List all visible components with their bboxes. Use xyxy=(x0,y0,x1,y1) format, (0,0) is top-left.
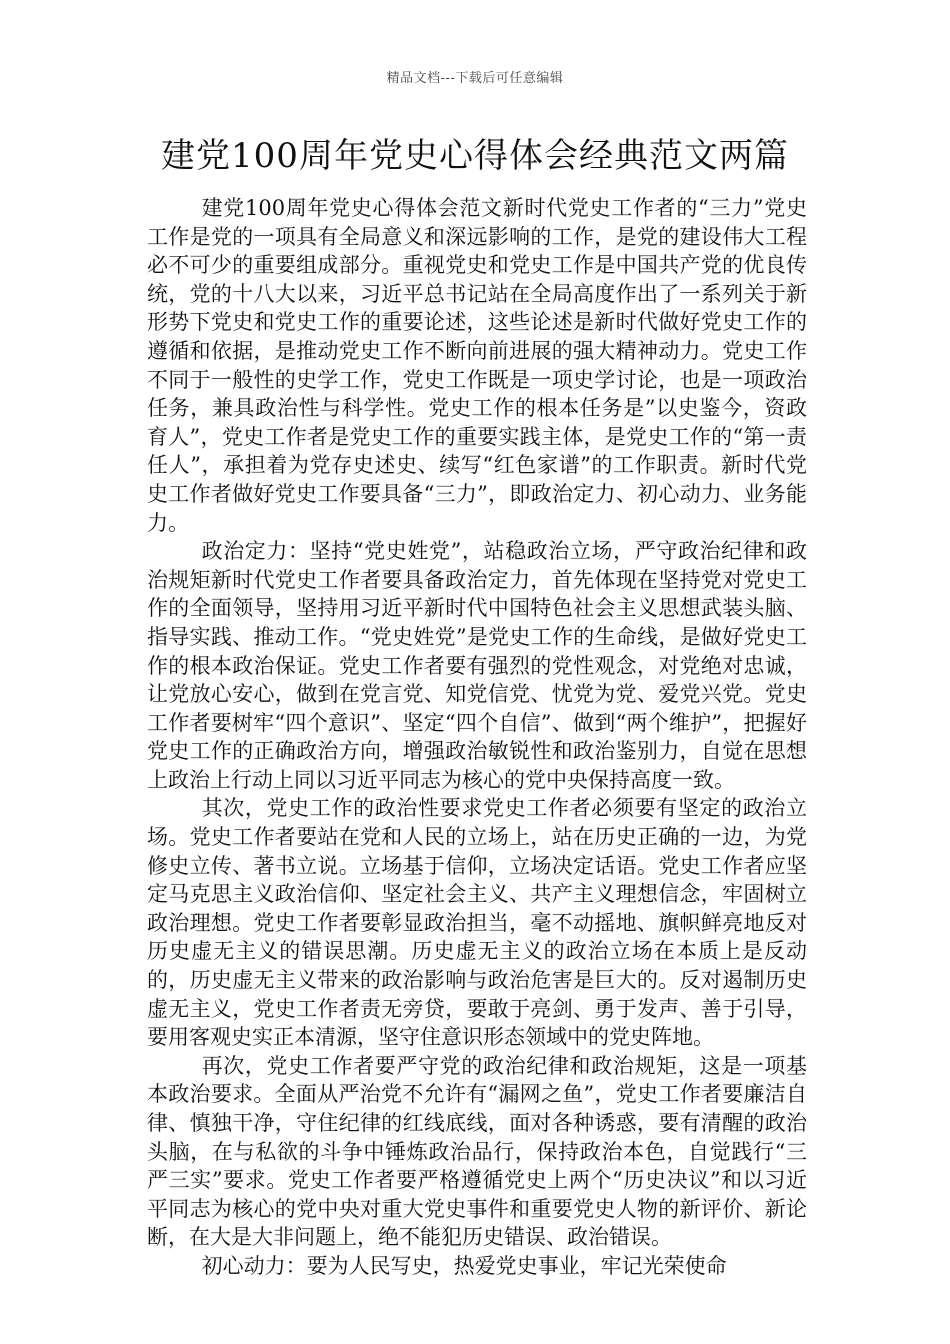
paragraph-intro: 建党100周年党史心得体会范文新时代党史工作者的“三力”党史工作是党的一项具有全局意义和深远影响的工作，是党的建设伟大工程必不可少的重要组成部分。重视党史和党史工作是中国共产党的优良传统，党的十八大以来，习近平总书记站在全局高度作出了一系列关于新形势下党史和党史工作的重要论述，这些论述是新时代做好党史工作的遵循和依据，是推动党史工作不断向前进展的强大精神动力。党史工作不同于一般性的史学工作，党史工作既是一项史学讨论，也是一项政治任务，兼具政治性与科学性。党史工作的根本任务是”以史鉴今，资政育人”，党史工作者是党史工作的重要实践主体，是党史工作的“第一责任人”，承担着为党存史述史、续写“红色家谱”的工作职责。新时代党史工作者做好党史工作要具备“三力”，即政治定力、初心动力、业务能力。 xyxy=(147,196,807,535)
header-note: 精品文档---下载后可任意编辑 xyxy=(386,71,564,86)
paragraph-second-point: 其次，党史工作的政治性要求党史工作者必须要有坚定的政治立场。党史工作者要站在党和人民的立场上，站在历史正确的一边，为党修史立传、著书立说。立场基于信仰，立场决定话语。党史工作者应坚定马克思主义政治信仰、坚定社会主义、共产主义理想信念，牢固树立政治理想。党史工作者要彰显政治担当，毫不动摇地、旗帜鲜亮地反对历史虚无主义的错误思潮。历史虚无主义的政治立场在本质上是反动的，历史虚无主义带来的政治影响与政治危害是巨大的。反对遏制历史虚无主义，党史工作者责无旁贷，要敢于亮剑、勇于发声、善于引导，要用客观史实正本清源，坚守住意识形态领域中的党史阵地。 xyxy=(147,796,807,1050)
paragraph-third-point: 再次，党史工作者要严守党的政治纪律和政治规矩，这是一项基本政治要求。全面从严治党不允许有“漏网之鱼”，党史工作者要廉洁自律、慎独干净，守住纪律的红线底线，面对各种诱惑，要有清醒的政治头脑，在与私欲的斗争中锤炼政治品行，保持政治本色，自觉践行“三严三实”要求。党史工作者要严格遵循党史上两个“历史决议”和以习近平同志为核心的党中央对重大党史事件和重要党史人物的新评价、新论断，在大是大非问题上，绝不能犯历史错误、政治错误。 xyxy=(147,1053,807,1250)
paragraph-original-aspiration: 初心动力：要为人民写史，热爱党史事业，牢记光荣使命 xyxy=(201,1253,727,1278)
paragraph-political-stance: 政治定力：坚持“党史姓党”，站稳政治立场，严守政治纪律和政治规矩新时代党史工作者要具备政治定力，首先体现在坚持党对党史工作的全面领导，坚持用习近平新时代中国特色社会主义思想武装头脑、指导实践、推动工作。“党史姓党”是党史工作的生命线，是做好党史工作的根本政治保证。党史工作者要有强烈的党性观念，对党绝对忠诚，让党放心安心，做到在党言党、知党信党、忧党为党、爱党兴党。党史工作者要树牢“四个意识”、坚定“四个自信”、做到“两个维护”，把握好党史工作的正确政治方向，增强政治敏锐性和政治鉴别力，自觉在思想上政治上行动上同以习近平同志为核心的党中央保持高度一致。 xyxy=(147,539,807,792)
document-body xyxy=(147,194,807,1281)
document-title: 建党100周年党史心得体会经典范文两篇 xyxy=(161,136,789,176)
